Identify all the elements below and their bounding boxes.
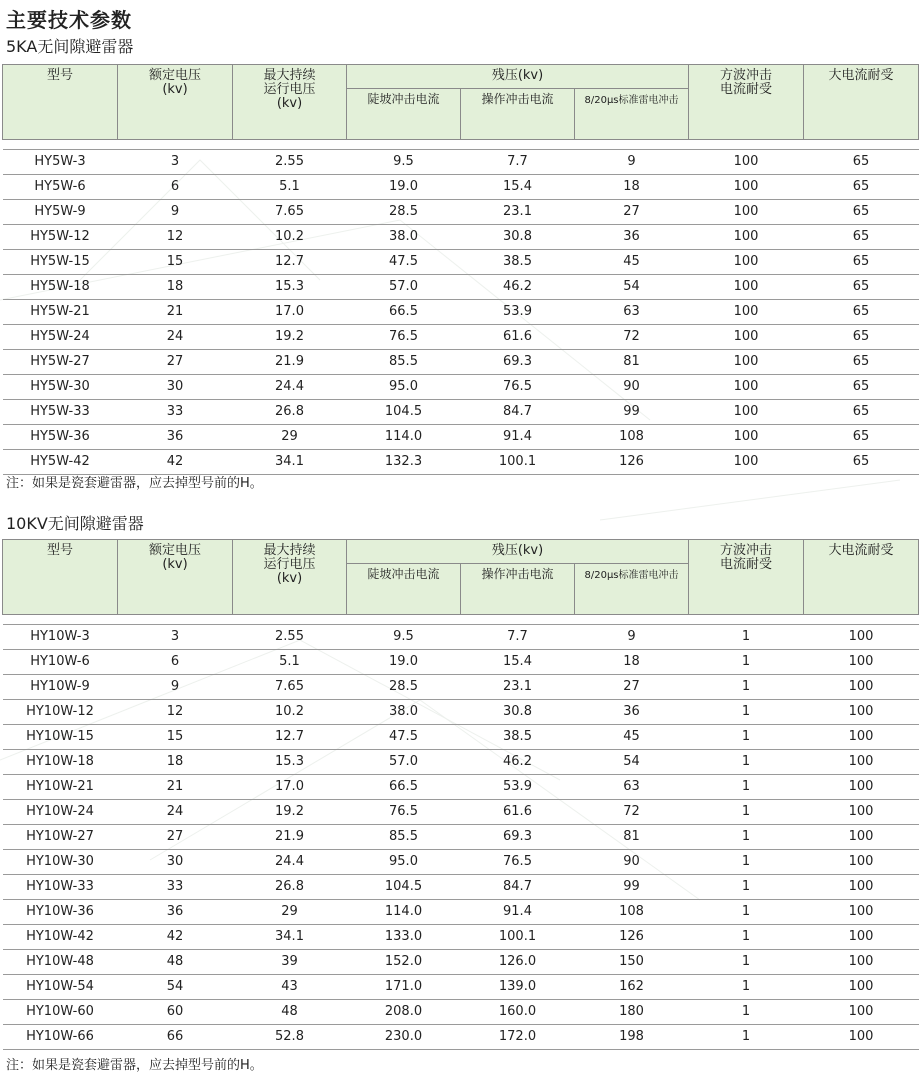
header-lightning: 8/20μs标准雷电冲击 bbox=[575, 89, 689, 140]
cell-high: 100 bbox=[804, 875, 919, 900]
cell-high: 100 bbox=[804, 950, 919, 975]
cell-steep: 76.5 bbox=[347, 800, 461, 825]
cell-rated: 30 bbox=[118, 375, 233, 400]
cell-mcov: 17.0 bbox=[233, 300, 347, 325]
cell-model: HY10W-3 bbox=[3, 625, 118, 650]
cell-switching: 100.1 bbox=[461, 925, 575, 950]
cell-steep: 9.5 bbox=[347, 625, 461, 650]
cell-rated: 33 bbox=[118, 400, 233, 425]
cell-steep: 114.0 bbox=[347, 900, 461, 925]
header-model: 型号 bbox=[3, 540, 118, 615]
cell-high: 65 bbox=[804, 275, 919, 300]
cell-mcov: 26.8 bbox=[233, 875, 347, 900]
cell-mcov: 5.1 bbox=[233, 175, 347, 200]
cell-switching: 100.1 bbox=[461, 450, 575, 475]
cell-mcov: 21.9 bbox=[233, 350, 347, 375]
cell-steep: 76.5 bbox=[347, 325, 461, 350]
cell-mcov: 15.3 bbox=[233, 275, 347, 300]
cell-lightning: 108 bbox=[575, 425, 689, 450]
cell-switching: 15.4 bbox=[461, 175, 575, 200]
cell-lightning: 180 bbox=[575, 1000, 689, 1025]
cell-switching: 172.0 bbox=[461, 1025, 575, 1050]
cell-high: 65 bbox=[804, 400, 919, 425]
cell-model: HY5W-36 bbox=[3, 425, 118, 450]
cell-rated: 30 bbox=[118, 850, 233, 875]
table-row bbox=[3, 425, 919, 450]
cell-rated: 12 bbox=[118, 700, 233, 725]
table-row bbox=[3, 1000, 919, 1025]
cell-switching: 91.4 bbox=[461, 900, 575, 925]
cell-rated: 60 bbox=[118, 1000, 233, 1025]
cell-model: HY5W-9 bbox=[3, 200, 118, 225]
table-row bbox=[3, 625, 919, 650]
cell-square: 1 bbox=[689, 975, 804, 1000]
table-row bbox=[3, 175, 919, 200]
cell-switching: 53.9 bbox=[461, 775, 575, 800]
cell-model: HY10W-12 bbox=[3, 700, 118, 725]
cell-model: HY10W-66 bbox=[3, 1025, 118, 1050]
cell-lightning: 36 bbox=[575, 700, 689, 725]
cell-lightning: 45 bbox=[575, 250, 689, 275]
cell-switching: 76.5 bbox=[461, 375, 575, 400]
cell-rated: 9 bbox=[118, 675, 233, 700]
cell-mcov: 19.2 bbox=[233, 800, 347, 825]
cell-switching: 84.7 bbox=[461, 400, 575, 425]
cell-high: 100 bbox=[804, 750, 919, 775]
cell-mcov: 26.8 bbox=[233, 400, 347, 425]
cell-square: 100 bbox=[689, 150, 804, 175]
cell-switching: 15.4 bbox=[461, 650, 575, 675]
cell-steep: 152.0 bbox=[347, 950, 461, 975]
table-row bbox=[3, 350, 919, 375]
cell-rated: 24 bbox=[118, 325, 233, 350]
cell-model: HY10W-42 bbox=[3, 925, 118, 950]
cell-lightning: 198 bbox=[575, 1025, 689, 1050]
cell-rated: 21 bbox=[118, 300, 233, 325]
cell-mcov: 2.55 bbox=[233, 625, 347, 650]
cell-square: 1 bbox=[689, 825, 804, 850]
cell-rated: 3 bbox=[118, 150, 233, 175]
cell-mcov: 39 bbox=[233, 950, 347, 975]
header-switching: 操作冲击电流 bbox=[461, 564, 575, 615]
cell-steep: 85.5 bbox=[347, 825, 461, 850]
cell-steep: 104.5 bbox=[347, 875, 461, 900]
table-row bbox=[3, 900, 919, 925]
cell-lightning: 72 bbox=[575, 325, 689, 350]
cell-switching: 53.9 bbox=[461, 300, 575, 325]
header-square-wave: 方波冲击 电流耐受 bbox=[689, 540, 804, 615]
header-rated-voltage: 额定电压 (kv) bbox=[118, 540, 233, 615]
cell-model: HY10W-18 bbox=[3, 750, 118, 775]
cell-square: 1 bbox=[689, 775, 804, 800]
cell-steep: 57.0 bbox=[347, 275, 461, 300]
cell-model: HY10W-30 bbox=[3, 850, 118, 875]
cell-switching: 7.7 bbox=[461, 150, 575, 175]
cell-mcov: 48 bbox=[233, 1000, 347, 1025]
cell-high: 100 bbox=[804, 675, 919, 700]
cell-lightning: 72 bbox=[575, 800, 689, 825]
table-row bbox=[3, 225, 919, 250]
table-row bbox=[3, 250, 919, 275]
cell-square: 100 bbox=[689, 175, 804, 200]
cell-high: 65 bbox=[804, 325, 919, 350]
table-row bbox=[3, 275, 919, 300]
cell-mcov: 52.8 bbox=[233, 1025, 347, 1050]
cell-switching: 76.5 bbox=[461, 850, 575, 875]
cell-rated: 15 bbox=[118, 250, 233, 275]
cell-model: HY10W-6 bbox=[3, 650, 118, 675]
cell-high: 100 bbox=[804, 825, 919, 850]
cell-mcov: 7.65 bbox=[233, 675, 347, 700]
cell-lightning: 99 bbox=[575, 875, 689, 900]
cell-switching: 23.1 bbox=[461, 200, 575, 225]
table-row bbox=[3, 825, 919, 850]
cell-model: HY10W-27 bbox=[3, 825, 118, 850]
cell-lightning: 18 bbox=[575, 650, 689, 675]
table-row bbox=[3, 650, 919, 675]
table-row bbox=[3, 675, 919, 700]
cell-switching: 160.0 bbox=[461, 1000, 575, 1025]
cell-high: 65 bbox=[804, 375, 919, 400]
cell-steep: 133.0 bbox=[347, 925, 461, 950]
cell-high: 65 bbox=[804, 350, 919, 375]
cell-lightning: 81 bbox=[575, 350, 689, 375]
cell-mcov: 21.9 bbox=[233, 825, 347, 850]
cell-rated: 24 bbox=[118, 800, 233, 825]
table-row bbox=[3, 400, 919, 425]
cell-mcov: 12.7 bbox=[233, 250, 347, 275]
cell-model: HY5W-3 bbox=[3, 150, 118, 175]
cell-rated: 9 bbox=[118, 200, 233, 225]
cell-model: HY5W-12 bbox=[3, 225, 118, 250]
header-mcov: 最大持续 运行电压 (kv) bbox=[233, 540, 347, 615]
cell-square: 100 bbox=[689, 425, 804, 450]
cell-steep: 208.0 bbox=[347, 1000, 461, 1025]
cell-mcov: 12.7 bbox=[233, 725, 347, 750]
cell-rated: 66 bbox=[118, 1025, 233, 1050]
cell-steep: 230.0 bbox=[347, 1025, 461, 1050]
cell-square: 1 bbox=[689, 950, 804, 975]
header-high-current: 大电流耐受 bbox=[804, 65, 919, 140]
table-row bbox=[3, 150, 919, 175]
cell-switching: 84.7 bbox=[461, 875, 575, 900]
cell-rated: 36 bbox=[118, 900, 233, 925]
cell-high: 65 bbox=[804, 200, 919, 225]
cell-square: 1 bbox=[689, 675, 804, 700]
cell-rated: 36 bbox=[118, 425, 233, 450]
cell-lightning: 54 bbox=[575, 275, 689, 300]
header-steep: 陡坡冲击电流 bbox=[347, 89, 461, 140]
cell-mcov: 15.3 bbox=[233, 750, 347, 775]
cell-high: 65 bbox=[804, 225, 919, 250]
cell-square: 1 bbox=[689, 1000, 804, 1025]
cell-mcov: 2.55 bbox=[233, 150, 347, 175]
cell-square: 1 bbox=[689, 850, 804, 875]
cell-mcov: 29 bbox=[233, 900, 347, 925]
table-row bbox=[3, 850, 919, 875]
cell-lightning: 162 bbox=[575, 975, 689, 1000]
cell-lightning: 90 bbox=[575, 375, 689, 400]
cell-high: 100 bbox=[804, 850, 919, 875]
cell-lightning: 126 bbox=[575, 925, 689, 950]
cell-rated: 18 bbox=[118, 275, 233, 300]
cell-steep: 85.5 bbox=[347, 350, 461, 375]
cell-steep: 66.5 bbox=[347, 775, 461, 800]
cell-high: 100 bbox=[804, 1025, 919, 1050]
cell-model: HY5W-33 bbox=[3, 400, 118, 425]
cell-steep: 9.5 bbox=[347, 150, 461, 175]
header-lightning: 8/20μs标准雷电冲击 bbox=[575, 564, 689, 615]
cell-model: HY5W-30 bbox=[3, 375, 118, 400]
cell-steep: 95.0 bbox=[347, 850, 461, 875]
cell-switching: 46.2 bbox=[461, 275, 575, 300]
header-high-current: 大电流耐受 bbox=[804, 540, 919, 615]
cell-square: 100 bbox=[689, 275, 804, 300]
cell-model: HY5W-24 bbox=[3, 325, 118, 350]
cell-model: HY10W-15 bbox=[3, 725, 118, 750]
cell-square: 100 bbox=[689, 450, 804, 475]
cell-square: 100 bbox=[689, 200, 804, 225]
cell-model: HY10W-9 bbox=[3, 675, 118, 700]
cell-rated: 15 bbox=[118, 725, 233, 750]
header-switching: 操作冲击电流 bbox=[461, 89, 575, 140]
header-square-wave: 方波冲击 电流耐受 bbox=[689, 65, 804, 140]
cell-square: 1 bbox=[689, 875, 804, 900]
cell-switching: 7.7 bbox=[461, 625, 575, 650]
cell-lightning: 36 bbox=[575, 225, 689, 250]
cell-model: HY5W-18 bbox=[3, 275, 118, 300]
cell-rated: 21 bbox=[118, 775, 233, 800]
cell-steep: 132.3 bbox=[347, 450, 461, 475]
cell-high: 100 bbox=[804, 650, 919, 675]
cell-rated: 33 bbox=[118, 875, 233, 900]
cell-steep: 57.0 bbox=[347, 750, 461, 775]
cell-lightning: 18 bbox=[575, 175, 689, 200]
cell-mcov: 10.2 bbox=[233, 225, 347, 250]
cell-square: 100 bbox=[689, 325, 804, 350]
cell-high: 65 bbox=[804, 175, 919, 200]
cell-high: 100 bbox=[804, 800, 919, 825]
cell-lightning: 45 bbox=[575, 725, 689, 750]
page-title: 主要技术参数 bbox=[6, 8, 132, 32]
table2-title: 10KV无间隙避雷器 bbox=[6, 514, 144, 533]
cell-square: 100 bbox=[689, 375, 804, 400]
cell-lightning: 150 bbox=[575, 950, 689, 975]
cell-switching: 69.3 bbox=[461, 825, 575, 850]
cell-steep: 19.0 bbox=[347, 175, 461, 200]
table-row bbox=[3, 800, 919, 825]
header-residual: 残压(kv) bbox=[347, 540, 689, 564]
cell-mcov: 29 bbox=[233, 425, 347, 450]
cell-mcov: 17.0 bbox=[233, 775, 347, 800]
table-5ka bbox=[2, 64, 919, 475]
cell-lightning: 108 bbox=[575, 900, 689, 925]
table-row bbox=[3, 875, 919, 900]
cell-mcov: 19.2 bbox=[233, 325, 347, 350]
cell-model: HY10W-21 bbox=[3, 775, 118, 800]
cell-square: 100 bbox=[689, 225, 804, 250]
cell-square: 1 bbox=[689, 725, 804, 750]
cell-lightning: 9 bbox=[575, 150, 689, 175]
table-row bbox=[3, 450, 919, 475]
table-row bbox=[3, 775, 919, 800]
cell-model: HY10W-24 bbox=[3, 800, 118, 825]
cell-rated: 6 bbox=[118, 175, 233, 200]
cell-steep: 47.5 bbox=[347, 725, 461, 750]
cell-high: 65 bbox=[804, 250, 919, 275]
cell-rated: 27 bbox=[118, 825, 233, 850]
cell-mcov: 43 bbox=[233, 975, 347, 1000]
cell-steep: 38.0 bbox=[347, 225, 461, 250]
cell-lightning: 63 bbox=[575, 775, 689, 800]
cell-switching: 38.5 bbox=[461, 250, 575, 275]
cell-rated: 54 bbox=[118, 975, 233, 1000]
cell-square: 1 bbox=[689, 625, 804, 650]
cell-high: 100 bbox=[804, 925, 919, 950]
cell-lightning: 54 bbox=[575, 750, 689, 775]
cell-rated: 12 bbox=[118, 225, 233, 250]
cell-lightning: 27 bbox=[575, 675, 689, 700]
cell-mcov: 24.4 bbox=[233, 850, 347, 875]
cell-square: 100 bbox=[689, 250, 804, 275]
table-row bbox=[3, 375, 919, 400]
cell-steep: 66.5 bbox=[347, 300, 461, 325]
cell-model: HY10W-33 bbox=[3, 875, 118, 900]
cell-square: 1 bbox=[689, 800, 804, 825]
cell-high: 100 bbox=[804, 700, 919, 725]
cell-switching: 91.4 bbox=[461, 425, 575, 450]
note-5ka: 注：如果是瓷套避雷器，应去掉型号前的H。 bbox=[6, 476, 263, 491]
cell-square: 1 bbox=[689, 900, 804, 925]
cell-model: HY5W-15 bbox=[3, 250, 118, 275]
cell-switching: 30.8 bbox=[461, 700, 575, 725]
cell-square: 1 bbox=[689, 750, 804, 775]
note-10kv: 注：如果是瓷套避雷器，应去掉型号前的H。 bbox=[6, 1058, 263, 1073]
table-row bbox=[3, 975, 919, 1000]
cell-square: 100 bbox=[689, 350, 804, 375]
table-row bbox=[3, 750, 919, 775]
cell-model: HY5W-21 bbox=[3, 300, 118, 325]
cell-rated: 6 bbox=[118, 650, 233, 675]
cell-high: 100 bbox=[804, 725, 919, 750]
cell-square: 100 bbox=[689, 400, 804, 425]
cell-rated: 27 bbox=[118, 350, 233, 375]
cell-rated: 42 bbox=[118, 925, 233, 950]
cell-high: 100 bbox=[804, 900, 919, 925]
cell-mcov: 7.65 bbox=[233, 200, 347, 225]
cell-steep: 28.5 bbox=[347, 675, 461, 700]
cell-steep: 114.0 bbox=[347, 425, 461, 450]
cell-model: HY10W-36 bbox=[3, 900, 118, 925]
table-row bbox=[3, 325, 919, 350]
cell-rated: 3 bbox=[118, 625, 233, 650]
cell-switching: 126.0 bbox=[461, 950, 575, 975]
cell-high: 100 bbox=[804, 975, 919, 1000]
header-rated-voltage: 额定电压 (kv) bbox=[118, 65, 233, 140]
cell-mcov: 34.1 bbox=[233, 450, 347, 475]
cell-model: HY10W-48 bbox=[3, 950, 118, 975]
header-residual: 残压(kv) bbox=[347, 65, 689, 89]
table-row bbox=[3, 1025, 919, 1050]
cell-lightning: 27 bbox=[575, 200, 689, 225]
cell-lightning: 63 bbox=[575, 300, 689, 325]
cell-steep: 171.0 bbox=[347, 975, 461, 1000]
cell-lightning: 9 bbox=[575, 625, 689, 650]
table-row bbox=[3, 300, 919, 325]
cell-high: 100 bbox=[804, 625, 919, 650]
table-row bbox=[3, 700, 919, 725]
header-steep: 陡坡冲击电流 bbox=[347, 564, 461, 615]
cell-model: HY10W-54 bbox=[3, 975, 118, 1000]
cell-high: 65 bbox=[804, 425, 919, 450]
cell-rated: 18 bbox=[118, 750, 233, 775]
cell-high: 100 bbox=[804, 775, 919, 800]
cell-square: 1 bbox=[689, 925, 804, 950]
cell-switching: 23.1 bbox=[461, 675, 575, 700]
cell-model: HY5W-6 bbox=[3, 175, 118, 200]
cell-switching: 69.3 bbox=[461, 350, 575, 375]
cell-switching: 139.0 bbox=[461, 975, 575, 1000]
cell-rated: 42 bbox=[118, 450, 233, 475]
cell-mcov: 10.2 bbox=[233, 700, 347, 725]
table-row bbox=[3, 950, 919, 975]
cell-high: 65 bbox=[804, 300, 919, 325]
table-row bbox=[3, 925, 919, 950]
cell-model: HY5W-42 bbox=[3, 450, 118, 475]
cell-high: 65 bbox=[804, 450, 919, 475]
header-mcov: 最大持续 运行电压 (kv) bbox=[233, 65, 347, 140]
cell-model: HY10W-60 bbox=[3, 1000, 118, 1025]
cell-mcov: 34.1 bbox=[233, 925, 347, 950]
cell-steep: 104.5 bbox=[347, 400, 461, 425]
cell-mcov: 5.1 bbox=[233, 650, 347, 675]
cell-mcov: 24.4 bbox=[233, 375, 347, 400]
table-row bbox=[3, 725, 919, 750]
cell-steep: 38.0 bbox=[347, 700, 461, 725]
cell-steep: 28.5 bbox=[347, 200, 461, 225]
cell-steep: 95.0 bbox=[347, 375, 461, 400]
cell-steep: 47.5 bbox=[347, 250, 461, 275]
cell-switching: 38.5 bbox=[461, 725, 575, 750]
table1-title: 5KA无间隙避雷器 bbox=[6, 37, 134, 56]
cell-square: 1 bbox=[689, 1025, 804, 1050]
cell-lightning: 126 bbox=[575, 450, 689, 475]
cell-rated: 48 bbox=[118, 950, 233, 975]
cell-lightning: 99 bbox=[575, 400, 689, 425]
cell-lightning: 81 bbox=[575, 825, 689, 850]
cell-square: 100 bbox=[689, 300, 804, 325]
cell-steep: 19.0 bbox=[347, 650, 461, 675]
table-row bbox=[3, 200, 919, 225]
cell-square: 1 bbox=[689, 700, 804, 725]
table-10kv bbox=[2, 539, 919, 1050]
cell-lightning: 90 bbox=[575, 850, 689, 875]
cell-switching: 61.6 bbox=[461, 800, 575, 825]
header-model: 型号 bbox=[3, 65, 118, 140]
cell-switching: 61.6 bbox=[461, 325, 575, 350]
cell-switching: 30.8 bbox=[461, 225, 575, 250]
cell-model: HY5W-27 bbox=[3, 350, 118, 375]
cell-high: 100 bbox=[804, 1000, 919, 1025]
cell-square: 1 bbox=[689, 650, 804, 675]
cell-switching: 46.2 bbox=[461, 750, 575, 775]
cell-high: 65 bbox=[804, 150, 919, 175]
